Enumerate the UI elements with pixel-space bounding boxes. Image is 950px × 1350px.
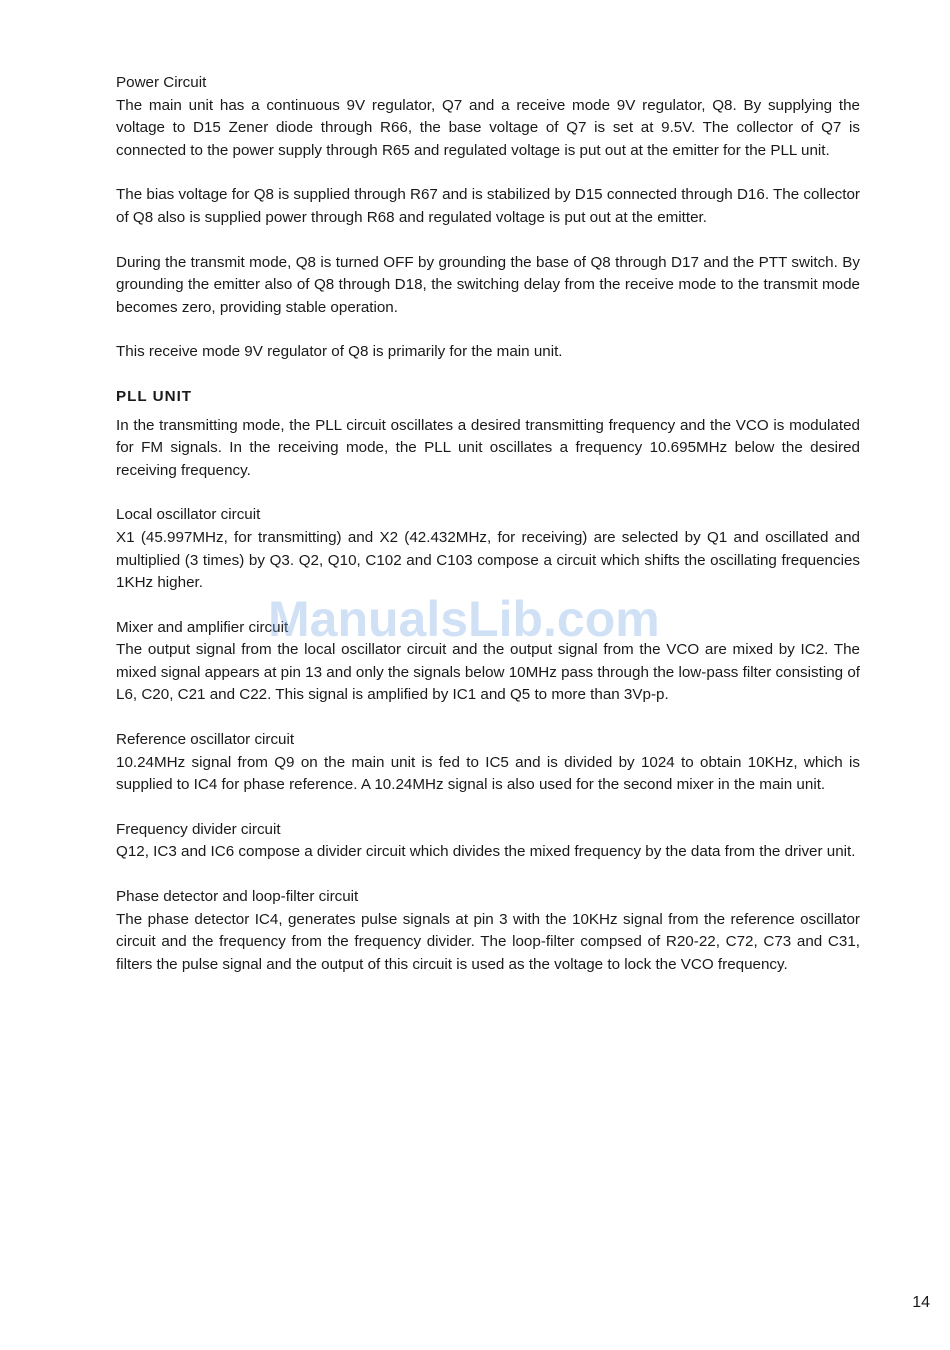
page-number: 14 [912, 1294, 930, 1311]
section-power-circuit [116, 72, 860, 364]
paragraph: Q12, IC3 and IC6 compose a divider circuit which divides the mixed frequency by the data from the driver unit. [116, 843, 856, 861]
section-local-oscillator [116, 504, 860, 594]
paragraph: The output signal from the local oscillator circuit and the output signal from the VCO are mixed by IC2. The mixed signal appears at pin 13 and only the signals below 10MHz pass through the low-pass filter consisting of L6, C20, C21 and C22. This signal is amplified by IC1 and Q5 to more than 3Vp-p. [116, 641, 860, 704]
document-body [116, 72, 860, 998]
paragraph: X1 (45.997MHz, for transmitting) and X2 (42.432MHz, for receiving) are selected by Q1 and oscillated and multiplied (3 times) by Q3. Q2, Q10, C102 and C103 compose a circuit which shifts the oscillating frequencies 1KHz higher. [116, 528, 860, 592]
section-title: Phase detector and loop-filter circuit [116, 888, 359, 906]
section-mixer-amplifier [116, 617, 860, 707]
section-title: Power Circuit [116, 74, 207, 91]
paragraph: This receive mode 9V regulator of Q8 is primarily for the main unit. [116, 343, 563, 361]
paragraph: The main unit has a continuous 9V regulator, Q7 and a receive mode 9V regulator, Q8. By supplying the voltage to D15 Zener diode through R66, the base voltage of Q7 is set at 9.5V. The collector of Q7 is connected to the power supply through R65 and regulated voltage is put out at the emitter for the PLL unit. [116, 96, 860, 159]
section-title: Local oscillator circuit [116, 506, 261, 524]
paragraph: The bias voltage for Q8 is supplied through R67 and is stabilized by D15 connected through D16. The collector of Q8 also is supplied power through R68 and regulated voltage is put out at the emitter. [116, 186, 860, 226]
watermark: ManualsLib.com [268, 591, 660, 647]
section-title: Reference oscillator circuit [116, 731, 295, 749]
paragraph: 10.24MHz signal from Q9 on the main unit is fed to IC5 and is divided by 1024 to obtain 10KHz, which is supplied to IC4 for phase reference. A 10.24MHz signal is also used for the second mixer in the main unit. [116, 753, 860, 794]
paragraph: In the transmitting mode, the PLL circuit oscillates a desired transmitting frequency and the VCO is modulated for FM signals. In the receiving mode, the PLL unit oscillates a frequency 10.695MHz below the desired receiving frequency. [116, 416, 860, 479]
section-title: Frequency divider circuit [116, 820, 281, 838]
section-phase-detector [116, 886, 860, 976]
section-frequency-divider [116, 819, 860, 864]
paragraph: During the transmit mode, Q8 is turned OFF by grounding the base of Q8 through D17 and the PTT switch. By grounding the emitter also of Q8 through D18, the switching delay from the receive mode to the transmit mode becomes zero, providing stable operation. [116, 253, 860, 316]
section-title: Mixer and amplifier circuit [116, 618, 289, 636]
section-reference-oscillator [116, 729, 860, 797]
section-title: PLL UNIT [116, 387, 193, 405]
paragraph: The phase detector IC4, generates pulse signals at pin 3 with the 10KHz signal from the reference oscillator circuit and the frequency from the frequency divider. The loop-filter compsed of R20-22, C72, C73 and C31, filters the pulse signal and the output of this circuit is used as the voltage to lock the VCO frequency. [116, 910, 860, 973]
section-pll-unit [116, 386, 860, 482]
